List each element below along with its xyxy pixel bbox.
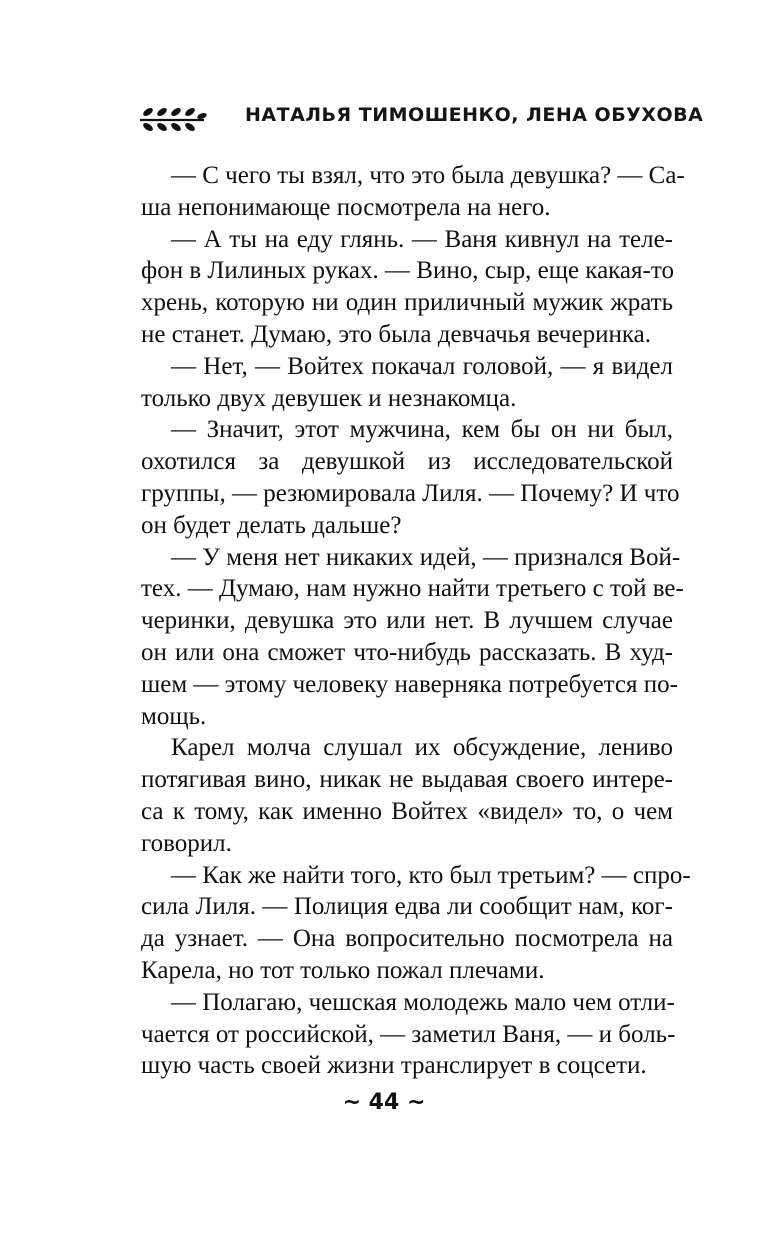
paragraph xyxy=(141,987,676,1082)
text-line: говорил. xyxy=(141,829,232,857)
text-line: не станет. Думаю, это была девчачья вечеринка. xyxy=(141,320,651,348)
text-line: черинки, девушка это или нет. В лучшем случае xyxy=(141,607,673,635)
paragraph xyxy=(141,224,673,351)
text-line: — С чего ты взял, что это была девушка? — Са- xyxy=(171,162,685,189)
page-header xyxy=(138,100,704,136)
text-line: охотился за девушкой из исследовательской xyxy=(141,448,673,476)
paragraph xyxy=(141,860,691,987)
text-line: Карел молча слушал их обсуждение, лениво xyxy=(171,734,673,762)
paragraph xyxy=(141,160,685,224)
text-line: — Как же найти того, кто был третьим? — спро- xyxy=(171,861,691,889)
text-line: фон в Лилиных руках. — Вино, сыр, еще какая-то xyxy=(141,257,674,285)
text-line: он или она сможет что-нибудь рассказать. В худ- xyxy=(141,638,673,666)
text-line: да узнает. — Она вопросительно посмотрела на xyxy=(141,925,673,953)
text-line: тех. — Думаю, нам нужно найти третьего с той ве- xyxy=(141,575,684,603)
text-line: — Значит, этот мужчина, кем бы он ни был, xyxy=(171,416,673,444)
text-line: — Полагаю, чешская молодежь мало чем отли- xyxy=(171,988,675,1016)
text-line: — У меня нет никаких идей, — признался Вой- xyxy=(171,543,681,571)
text-line: — А ты на еду глянь. — Ваня кивнул на теле- xyxy=(171,225,673,253)
running-head: НАТАЛЬЯ ТИМОШЕНКО, ЛЕНА ОБУХОВА xyxy=(245,104,704,126)
text-line: — Нет, — Войтех покачал головой, — я видел xyxy=(171,352,673,380)
paragraph xyxy=(141,414,680,541)
text-line: группы, — резюмировала Лиля. — Почему? И что xyxy=(141,479,680,507)
text-line: са к тому, как именно Войтех «видел» то, о чем xyxy=(141,797,673,825)
text-line: чается от российской, — заметил Ваня, — и боль- xyxy=(141,1020,676,1048)
text-line: сила Лиля. — Полиция едва ли сообщит нам, ког- xyxy=(141,893,673,921)
text-line: потягивая вино, никак не выдавая своего интере- xyxy=(141,766,673,794)
text-line: хрень, которую ни один приличный мужик жрать xyxy=(141,289,673,317)
page-number: ~ 44 ~ xyxy=(342,1090,426,1115)
text-line: он будет делать дальше? xyxy=(141,511,402,539)
paragraph xyxy=(141,351,673,415)
text-line: Карела, но тот только пожал плечами. xyxy=(141,956,545,984)
text-line: шую часть своей жизни транслирует в соцсети. xyxy=(141,1052,647,1080)
paragraph xyxy=(141,542,684,733)
text-line: мощь. xyxy=(141,702,207,730)
text-line: только двух девушек и незнакомца. xyxy=(141,384,517,412)
text-line: ша непонимающе посмотрела на него. xyxy=(141,193,551,221)
paragraph xyxy=(141,732,673,859)
leaf-branch-icon xyxy=(138,100,208,136)
text-line: шем — этому человеку наверняка потребуется по- xyxy=(141,670,678,698)
body-text xyxy=(141,160,691,1082)
